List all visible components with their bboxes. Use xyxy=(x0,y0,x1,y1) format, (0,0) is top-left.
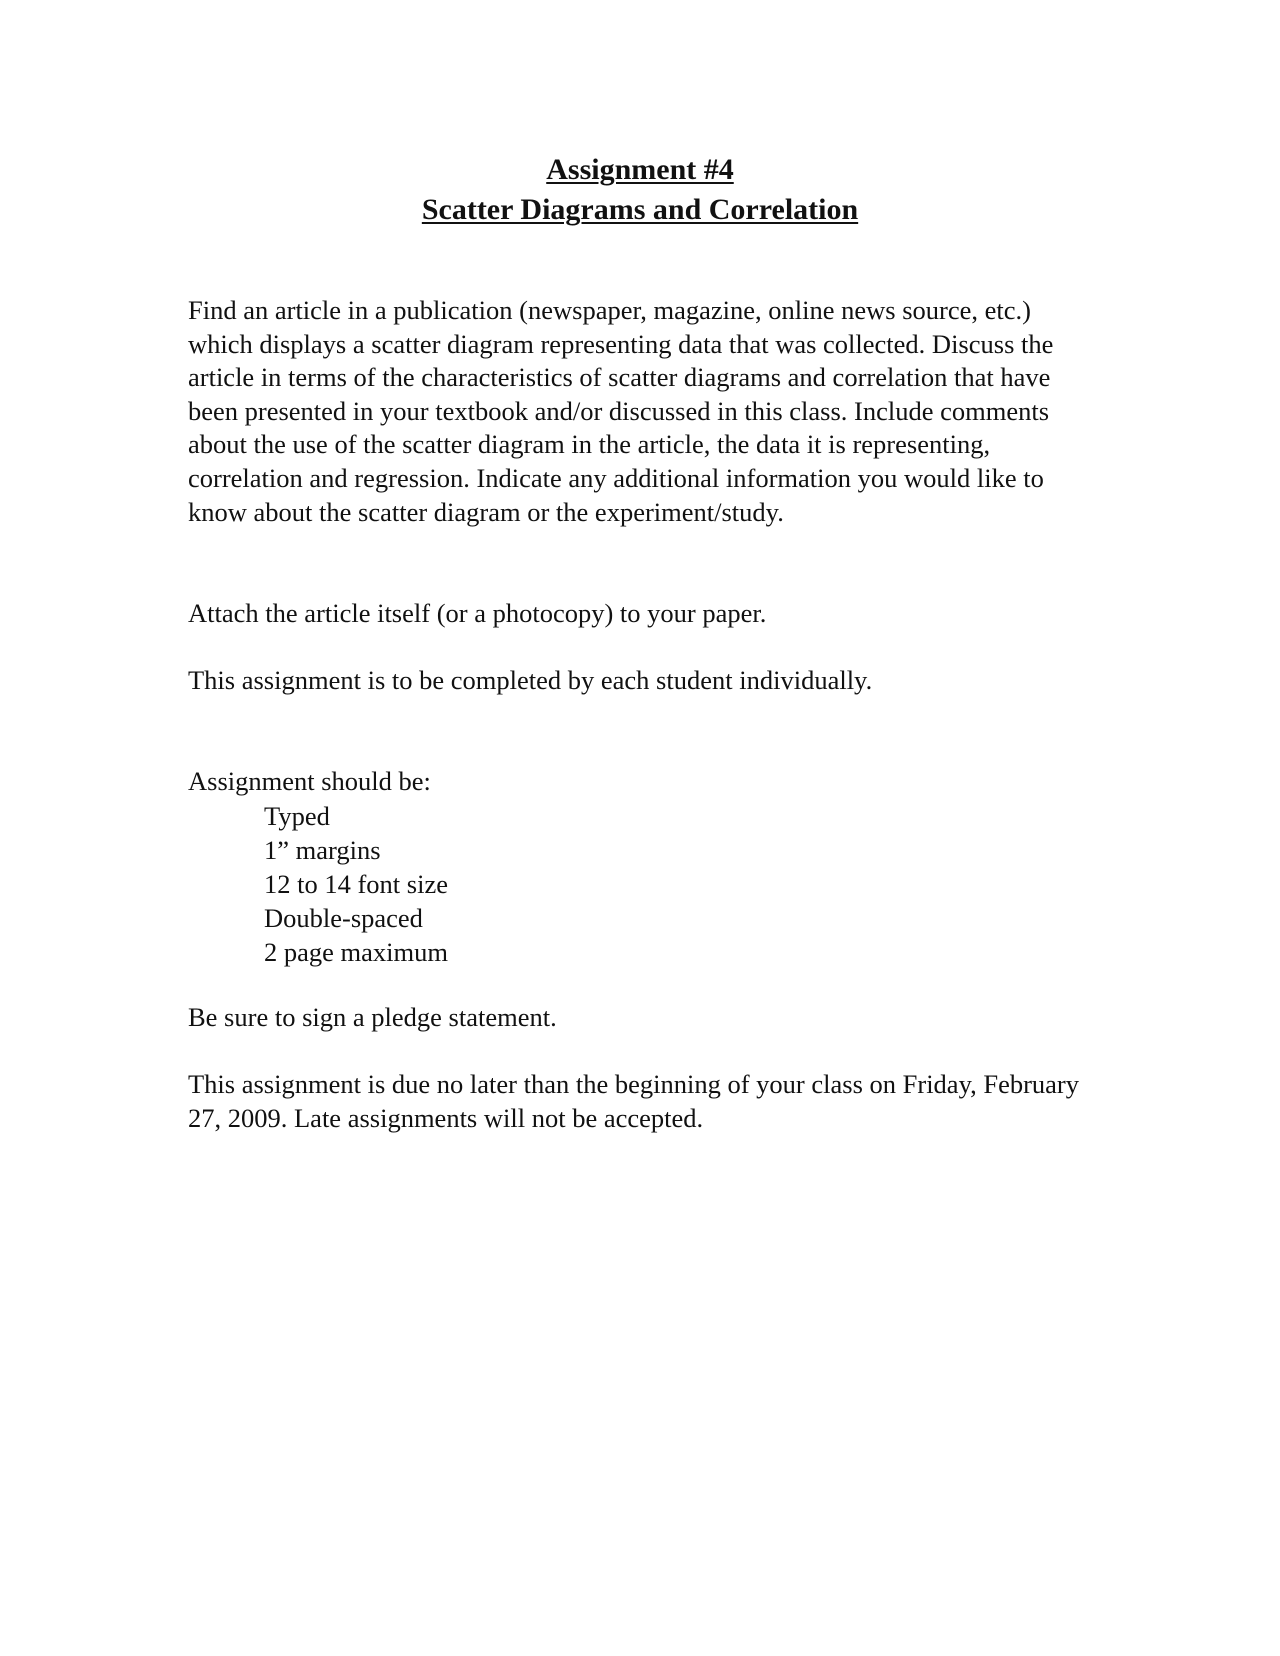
requirements-heading: Assignment should be: xyxy=(188,766,431,796)
requirement-item: 2 page maximum xyxy=(264,937,448,967)
individual-paragraph: This assignment is to be completed by each student individually. xyxy=(188,665,873,695)
due-date-paragraph: This assignment is due no later than the beginning of your class on Friday, February 27, 2009. Late assignments will not be accepted. xyxy=(188,1069,1080,1133)
requirement-item: Typed xyxy=(264,801,330,831)
pledge-paragraph: Be sure to sign a pledge statement. xyxy=(188,1002,557,1032)
intro-paragraph: Find an article in a publication (newspaper, magazine, online news source, etc.) which displays a scatter diagram representing data that was collected. Discuss the article in terms of the characteristics of scatter diagrams and correlation that have been presented in your textbook and/or discussed in this class. Include comments about the use of the scatter diagram in the article, the data it is representing, correlation and regression. Indicate any additional information you would like to know about the scatter diagram or the experiment/study. xyxy=(188,295,1054,527)
title-assignment-number: Assignment #4 xyxy=(546,153,734,186)
attach-paragraph: Attach the article itself (or a photocopy) to your paper. xyxy=(188,598,767,628)
requirement-item: 12 to 14 font size xyxy=(264,869,448,899)
requirement-item: Double-spaced xyxy=(264,903,423,933)
document-title xyxy=(0,150,1280,230)
requirement-item: 1” margins xyxy=(264,835,381,865)
requirements-list xyxy=(264,799,448,969)
title-topic: Scatter Diagrams and Correlation xyxy=(421,193,859,226)
